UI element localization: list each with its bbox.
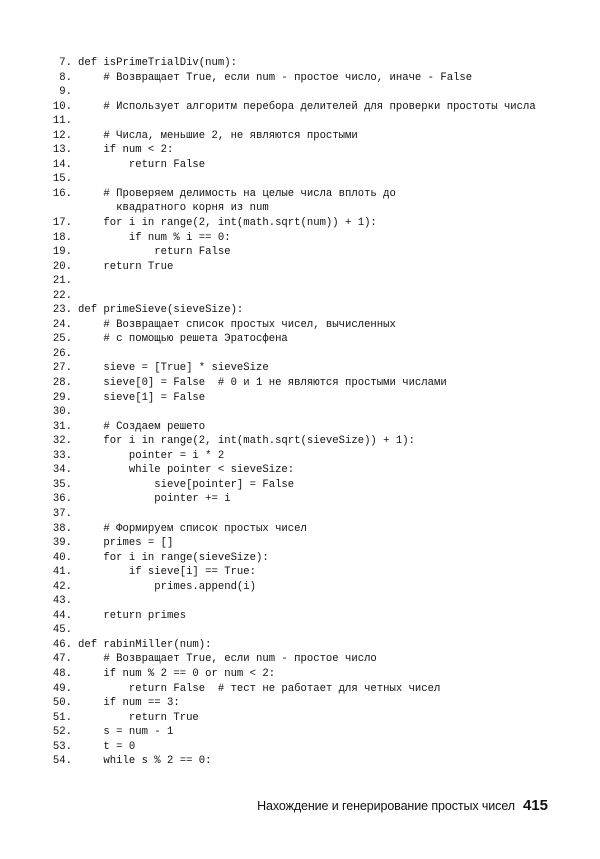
line-number: 40.	[52, 551, 72, 564]
line-number: 52.	[52, 726, 72, 739]
line-number: 27.	[52, 362, 72, 375]
line-text: def primeSieve(sieveSize):	[78, 304, 244, 317]
code-line	[48, 522, 568, 537]
code-line	[48, 740, 568, 755]
code-line	[48, 638, 568, 653]
line-text: s = num - 1	[78, 726, 174, 739]
line-text: квадратного корня из num	[78, 202, 269, 215]
code-line	[48, 667, 568, 682]
line-text: # Возвращает True, если num - простое число	[78, 653, 377, 666]
code-line	[48, 187, 568, 202]
line-text: # Создаем решето	[78, 420, 206, 433]
code-line	[48, 85, 568, 100]
line-number: 11.	[52, 115, 72, 128]
line-number: 33.	[52, 449, 72, 462]
line-number: 22.	[52, 289, 72, 302]
line-text: return True	[78, 711, 199, 724]
line-number: 29.	[52, 391, 72, 404]
line-number: 46.	[52, 638, 72, 651]
line-text: # Использует алгоритм перебора делителей для проверки простоты числа	[78, 100, 536, 113]
line-text: if num < 2:	[78, 144, 174, 157]
line-text: t = 0	[78, 740, 136, 753]
code-line	[48, 56, 568, 71]
line-number: 25.	[52, 333, 72, 346]
line-number: 7.	[59, 57, 72, 69]
code-line	[48, 536, 568, 551]
code-line	[48, 623, 568, 638]
line-text: if num % i == 0:	[78, 231, 231, 244]
line-number: 31.	[52, 420, 72, 433]
line-number: 20.	[52, 260, 72, 273]
line-number: 15.	[52, 173, 72, 186]
line-number: 16.	[52, 187, 72, 200]
code-line	[48, 143, 568, 158]
code-line	[48, 172, 568, 187]
line-number: 37.	[52, 507, 72, 520]
line-number: 32.	[52, 435, 72, 448]
code-line	[48, 274, 568, 289]
line-text: sieve[1] = False	[78, 391, 206, 404]
code-line	[48, 71, 568, 86]
code-line	[48, 303, 568, 318]
line-number: 14.	[52, 158, 72, 171]
line-text: primes = []	[78, 537, 174, 550]
line-number: 17.	[52, 217, 72, 230]
code-line	[48, 711, 568, 726]
code-line	[48, 594, 568, 609]
line-number: 23.	[52, 304, 72, 317]
line-number: 54.	[52, 755, 72, 768]
line-number: 28.	[52, 377, 72, 390]
line-text: primes.append(i)	[78, 580, 257, 593]
line-number: 44.	[52, 609, 72, 622]
code-line	[48, 231, 568, 246]
line-text: for i in range(2, int(math.sqrt(num)) + 1):	[78, 217, 377, 230]
code-line	[48, 725, 568, 740]
code-line	[48, 129, 568, 144]
line-text: for i in range(2, int(math.sqrt(sieveSize)) + 1):	[78, 435, 415, 448]
line-number: 24.	[52, 318, 72, 331]
line-text: # Формируем список простых чисел	[78, 522, 307, 535]
line-number: 38.	[52, 522, 72, 535]
code-line	[48, 652, 568, 667]
line-number: 34.	[52, 464, 72, 477]
code-line	[48, 507, 568, 522]
line-number: 26.	[52, 347, 72, 360]
line-number: 19.	[52, 246, 72, 259]
code-line	[48, 478, 568, 493]
line-text: while pointer < sieveSize:	[78, 464, 295, 477]
line-text: # Числа, меньшие 2, не являются простыми	[78, 129, 358, 142]
line-number: 48.	[52, 667, 72, 680]
line-text: sieve[0] = False # 0 и 1 не являются простыми числами	[78, 377, 447, 390]
line-number: 50.	[52, 697, 72, 710]
page-footer	[257, 797, 548, 815]
code-line	[48, 696, 568, 711]
line-number: 35.	[52, 478, 72, 491]
line-number: 51.	[52, 711, 72, 724]
line-text: # Возвращает True, если num - простое число, иначе - False	[78, 71, 473, 84]
code-line	[48, 463, 568, 478]
code-line	[48, 289, 568, 304]
line-text: # Проверяем делимость на целые числа вплоть до	[78, 187, 396, 200]
line-number: 39.	[52, 537, 72, 550]
line-number: 45.	[52, 624, 72, 637]
line-text: for i in range(sieveSize):	[78, 551, 269, 564]
code-line	[48, 376, 568, 391]
line-number: 12.	[52, 129, 72, 142]
line-text: if sieve[i] == True:	[78, 566, 257, 579]
line-text: return primes	[78, 609, 187, 622]
line-text: return False	[78, 246, 231, 259]
line-number: 41.	[52, 566, 72, 579]
line-text: if num % 2 == 0 or num < 2:	[78, 667, 276, 680]
line-number: 21.	[52, 275, 72, 288]
line-text: return True	[78, 260, 174, 273]
line-text: return False	[78, 158, 206, 171]
line-text: # Возвращает список простых чисел, вычисленных	[78, 318, 396, 331]
code-line	[48, 260, 568, 275]
code-line	[48, 318, 568, 333]
line-number: 8.	[59, 71, 72, 84]
page-number: 415	[522, 797, 548, 814]
code-line	[48, 347, 568, 362]
code-line	[48, 158, 568, 173]
line-number: 9.	[59, 86, 72, 99]
line-text: def rabinMiller(num):	[78, 638, 212, 651]
line-number: 10.	[52, 100, 72, 113]
line-text: sieve[pointer] = False	[78, 478, 295, 491]
code-line	[48, 492, 568, 507]
code-line	[48, 201, 568, 216]
code-line	[48, 434, 568, 449]
code-line	[48, 565, 568, 580]
line-number: 13.	[52, 144, 72, 157]
code-line	[48, 682, 568, 697]
line-number: 43.	[52, 595, 72, 608]
code-line	[48, 609, 568, 624]
line-number: 18.	[52, 231, 72, 244]
line-number: 42.	[52, 580, 72, 593]
code-listing	[48, 56, 568, 769]
line-text: sieve = [True] * sieveSize	[78, 362, 269, 375]
code-line	[48, 332, 568, 347]
code-line	[48, 551, 568, 566]
code-line	[48, 216, 568, 231]
code-line	[48, 420, 568, 435]
line-text: # с помощью решета Эратосфена	[78, 333, 288, 346]
code-line	[48, 245, 568, 260]
code-line	[48, 754, 568, 769]
code-line	[48, 580, 568, 595]
running-title: Нахождение и генерирование простых чисел	[257, 799, 515, 813]
code-line	[48, 391, 568, 406]
code-line	[48, 449, 568, 464]
code-line	[48, 100, 568, 115]
line-text: def isPrimeTrialDiv(num):	[78, 57, 237, 69]
line-text: pointer = i * 2	[78, 449, 225, 462]
line-number: 30.	[52, 406, 72, 419]
code-line	[48, 405, 568, 420]
line-number: 49.	[52, 682, 72, 695]
line-text: return False # тест не работает для четных чисел	[78, 682, 441, 695]
line-text: pointer += i	[78, 493, 231, 506]
line-number: 36.	[52, 493, 72, 506]
line-text: if num == 3:	[78, 697, 180, 710]
line-number: 53.	[52, 740, 72, 753]
code-line	[48, 361, 568, 376]
line-text: while s % 2 == 0:	[78, 755, 212, 768]
code-line	[48, 114, 568, 129]
line-number: 47.	[52, 653, 72, 666]
